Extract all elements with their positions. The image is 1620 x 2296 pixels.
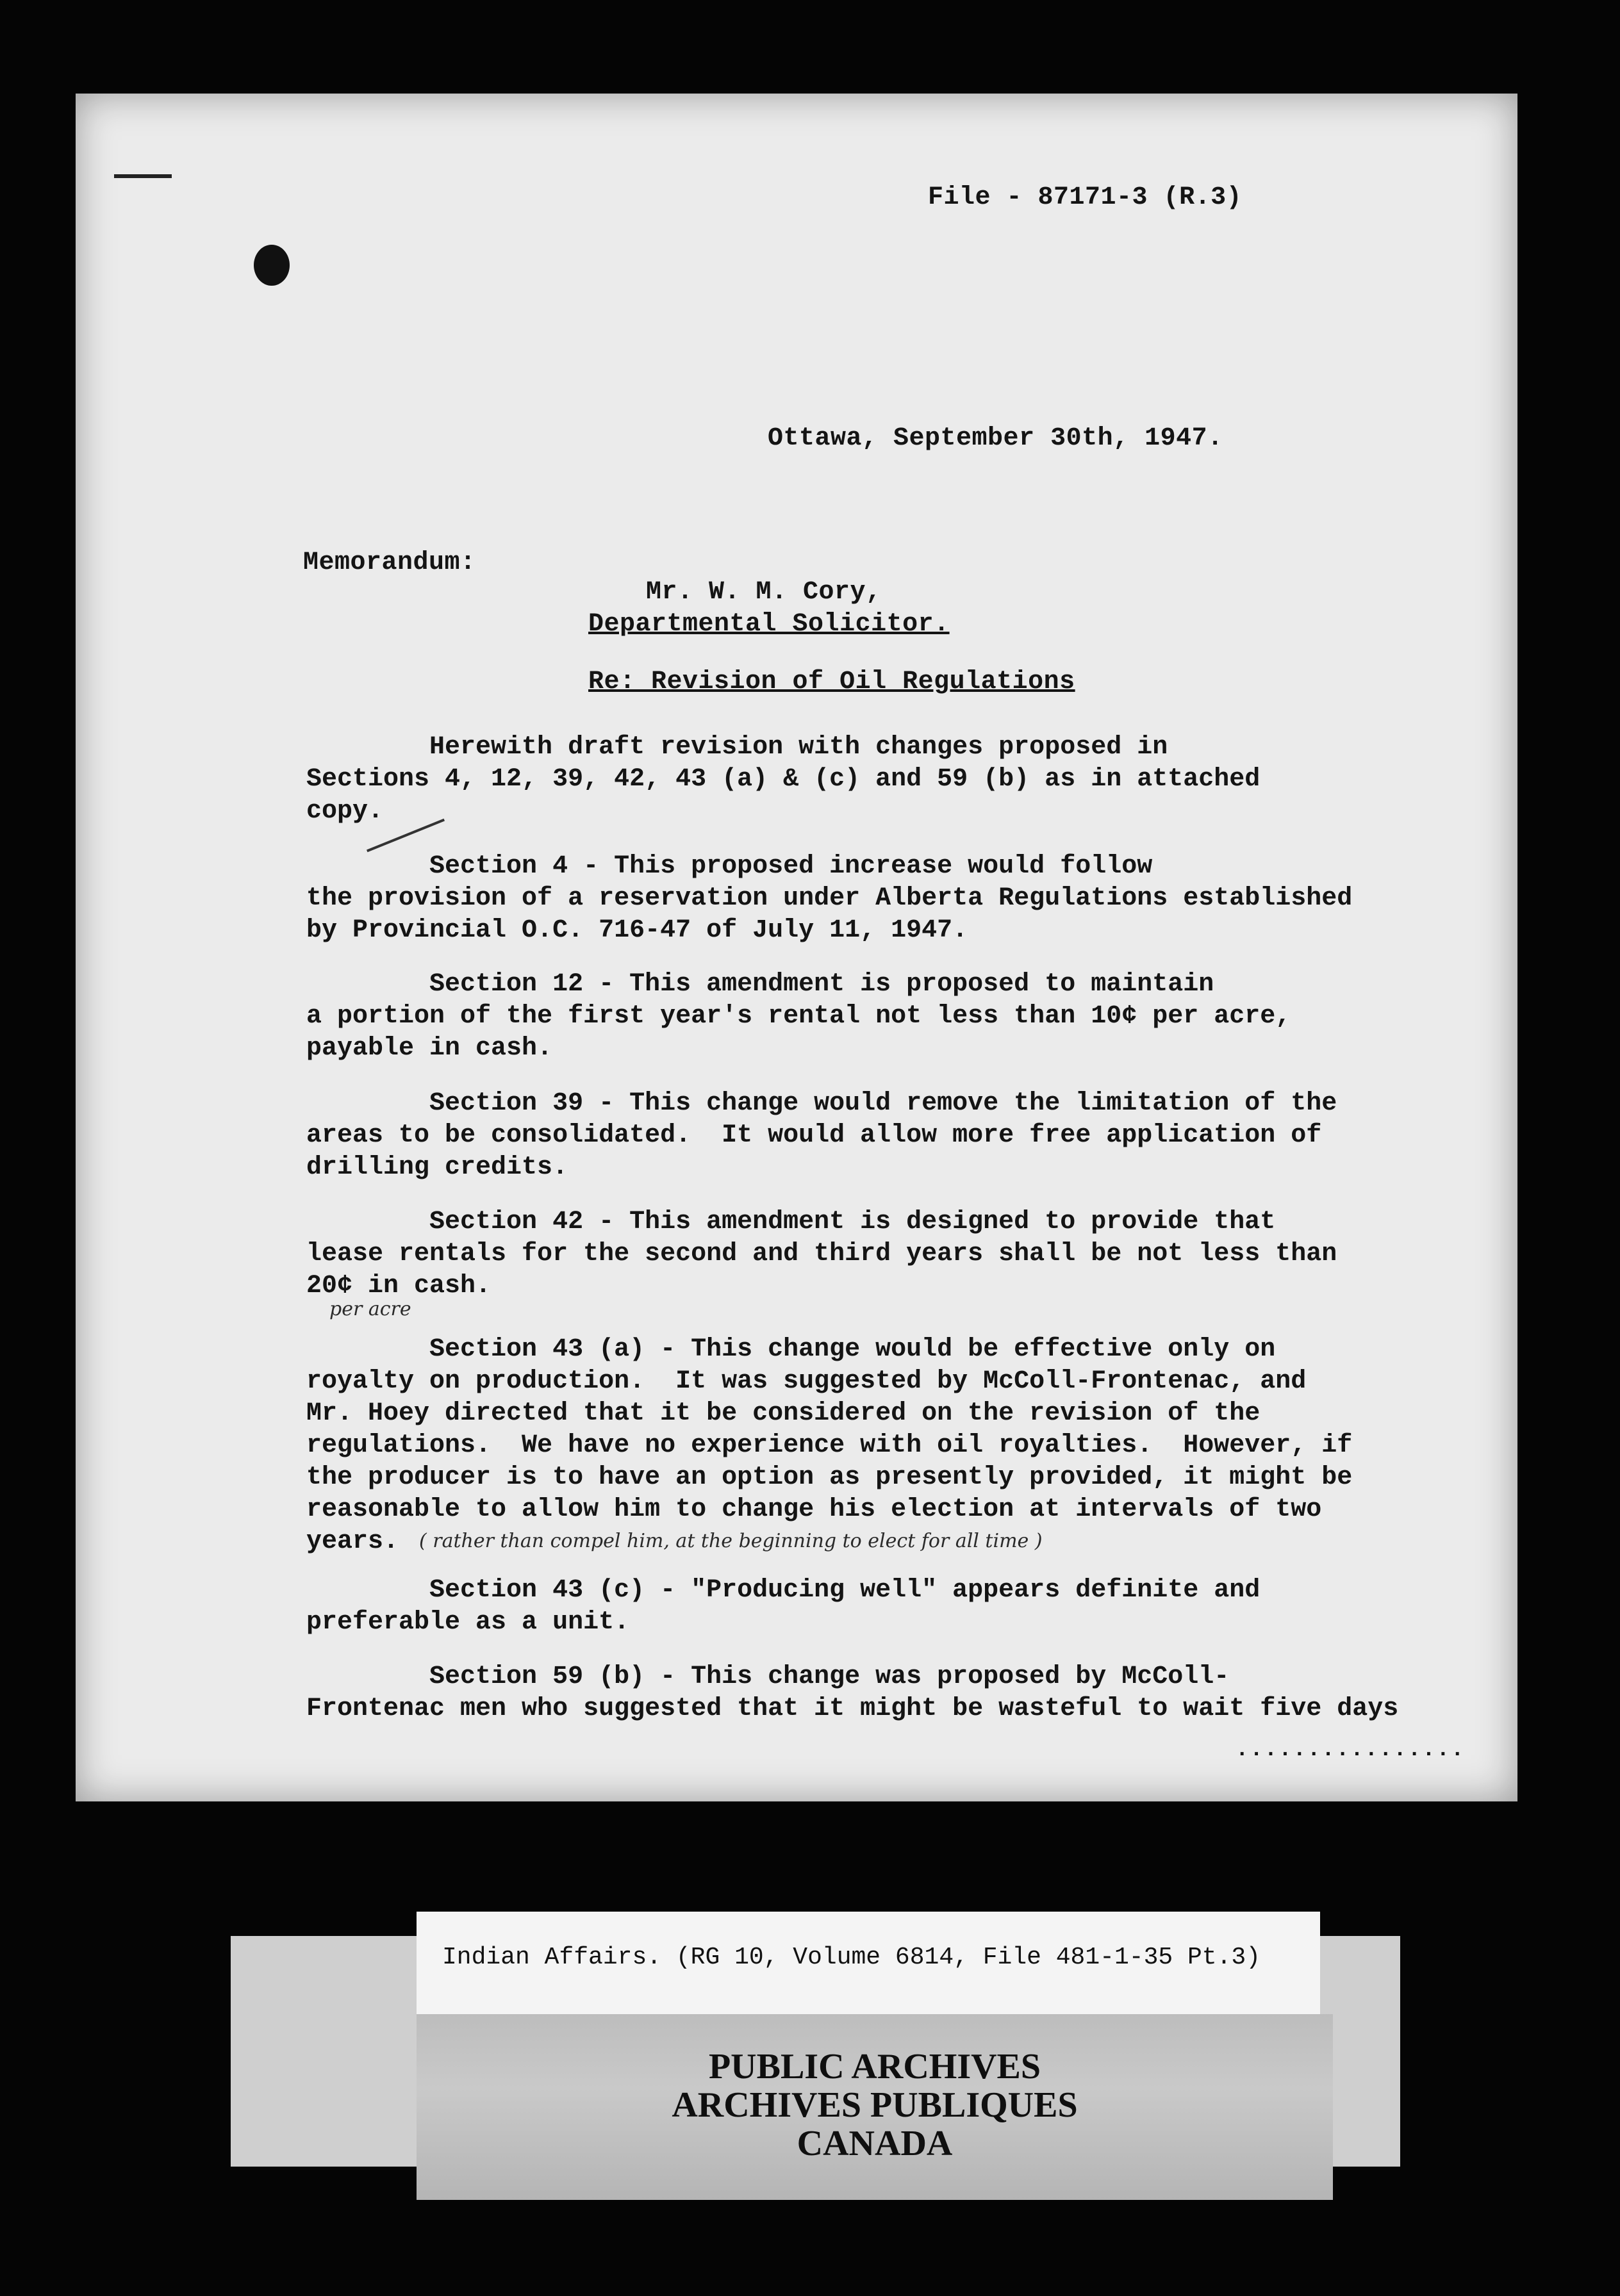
ink-blot (254, 245, 290, 286)
paragraph-section-59b: Section 59 (b) - This change was proposed by McColl- Frontenac men who suggested that it might be wasteful to wait five days (306, 1662, 1399, 1723)
stamp-line-2: ARCHIVES PUBLIQUES (672, 2085, 1078, 2125)
subject-line: Re: Revision of Oil Regulations (588, 668, 1075, 696)
punch-mark (114, 174, 172, 178)
paragraph-intro: Herewith draft revision with changes proposed in Sections 4, 12, 39, 42, 43 (a) & (c) and 59 (b) as in attached copy. (306, 733, 1260, 826)
paragraph-section-42: Section 42 - This amendment is designed to provide that lease rentals for the second and third years shall be not less than 20¢ in cash. (306, 1208, 1337, 1300)
label-tape-left (231, 1936, 423, 2167)
paragraph-section-39: Section 39 - This change would remove the limitation of the areas to be consolidated. It would allow more free application of drilling credits. (306, 1089, 1337, 1182)
archive-reference: Indian Affairs. (RG 10, Volume 6814, File 481-1-35 Pt.3) (442, 1944, 1261, 1971)
stamp-line-3: CANADA (797, 2124, 953, 2163)
recipient-title: Departmental Solicitor. (588, 610, 950, 639)
archive-stamp (417, 2014, 1333, 2200)
paragraph-section-12: Section 12 - This amendment is proposed to maintain a portion of the first year's rental not less than 10¢ per acre, payable in cash. (306, 970, 1291, 1063)
paragraph-section-43a: Section 43 (a) - This change would be effective only on royalty on production. It was suggested by McColl-Frontenac, and Mr. Hoey directed that it be considered on the revision of the regulations. We have no experience with oil royalties. However, if the producer is to have an option as presently provided, it might be reasonable to allow him to change his election at intervals of two years. (306, 1335, 1353, 1556)
paragraph-section-43c: Section 43 (c) - "Producing well" appears definite and preferable as a unit. (306, 1576, 1260, 1637)
handwritten-per-acre: per acre (329, 1298, 411, 1320)
date-line: Ottawa, September 30th, 1947. (768, 424, 1223, 453)
paragraph-section-4: Section 4 - This proposed increase would follow the provision of a reservation under Alberta Regulations established by Provincial O.C. 716-47 of July 11, 1947. (306, 852, 1353, 945)
memorandum-label: Memorandum: (303, 548, 476, 577)
file-reference: File - 87171-3 (R.3) (928, 183, 1243, 212)
stamp-line-1: PUBLIC ARCHIVES (708, 2047, 1041, 2087)
continuation-dots: ................ (1236, 1738, 1466, 1762)
memo-page (76, 94, 1517, 1801)
recipient-name: Mr. W. M. Cory, (646, 578, 882, 607)
archive-reference-card (417, 1912, 1320, 2014)
handwritten-note: ( rather than compel him, at the beginning to elect for all time ) (419, 1530, 1043, 1552)
